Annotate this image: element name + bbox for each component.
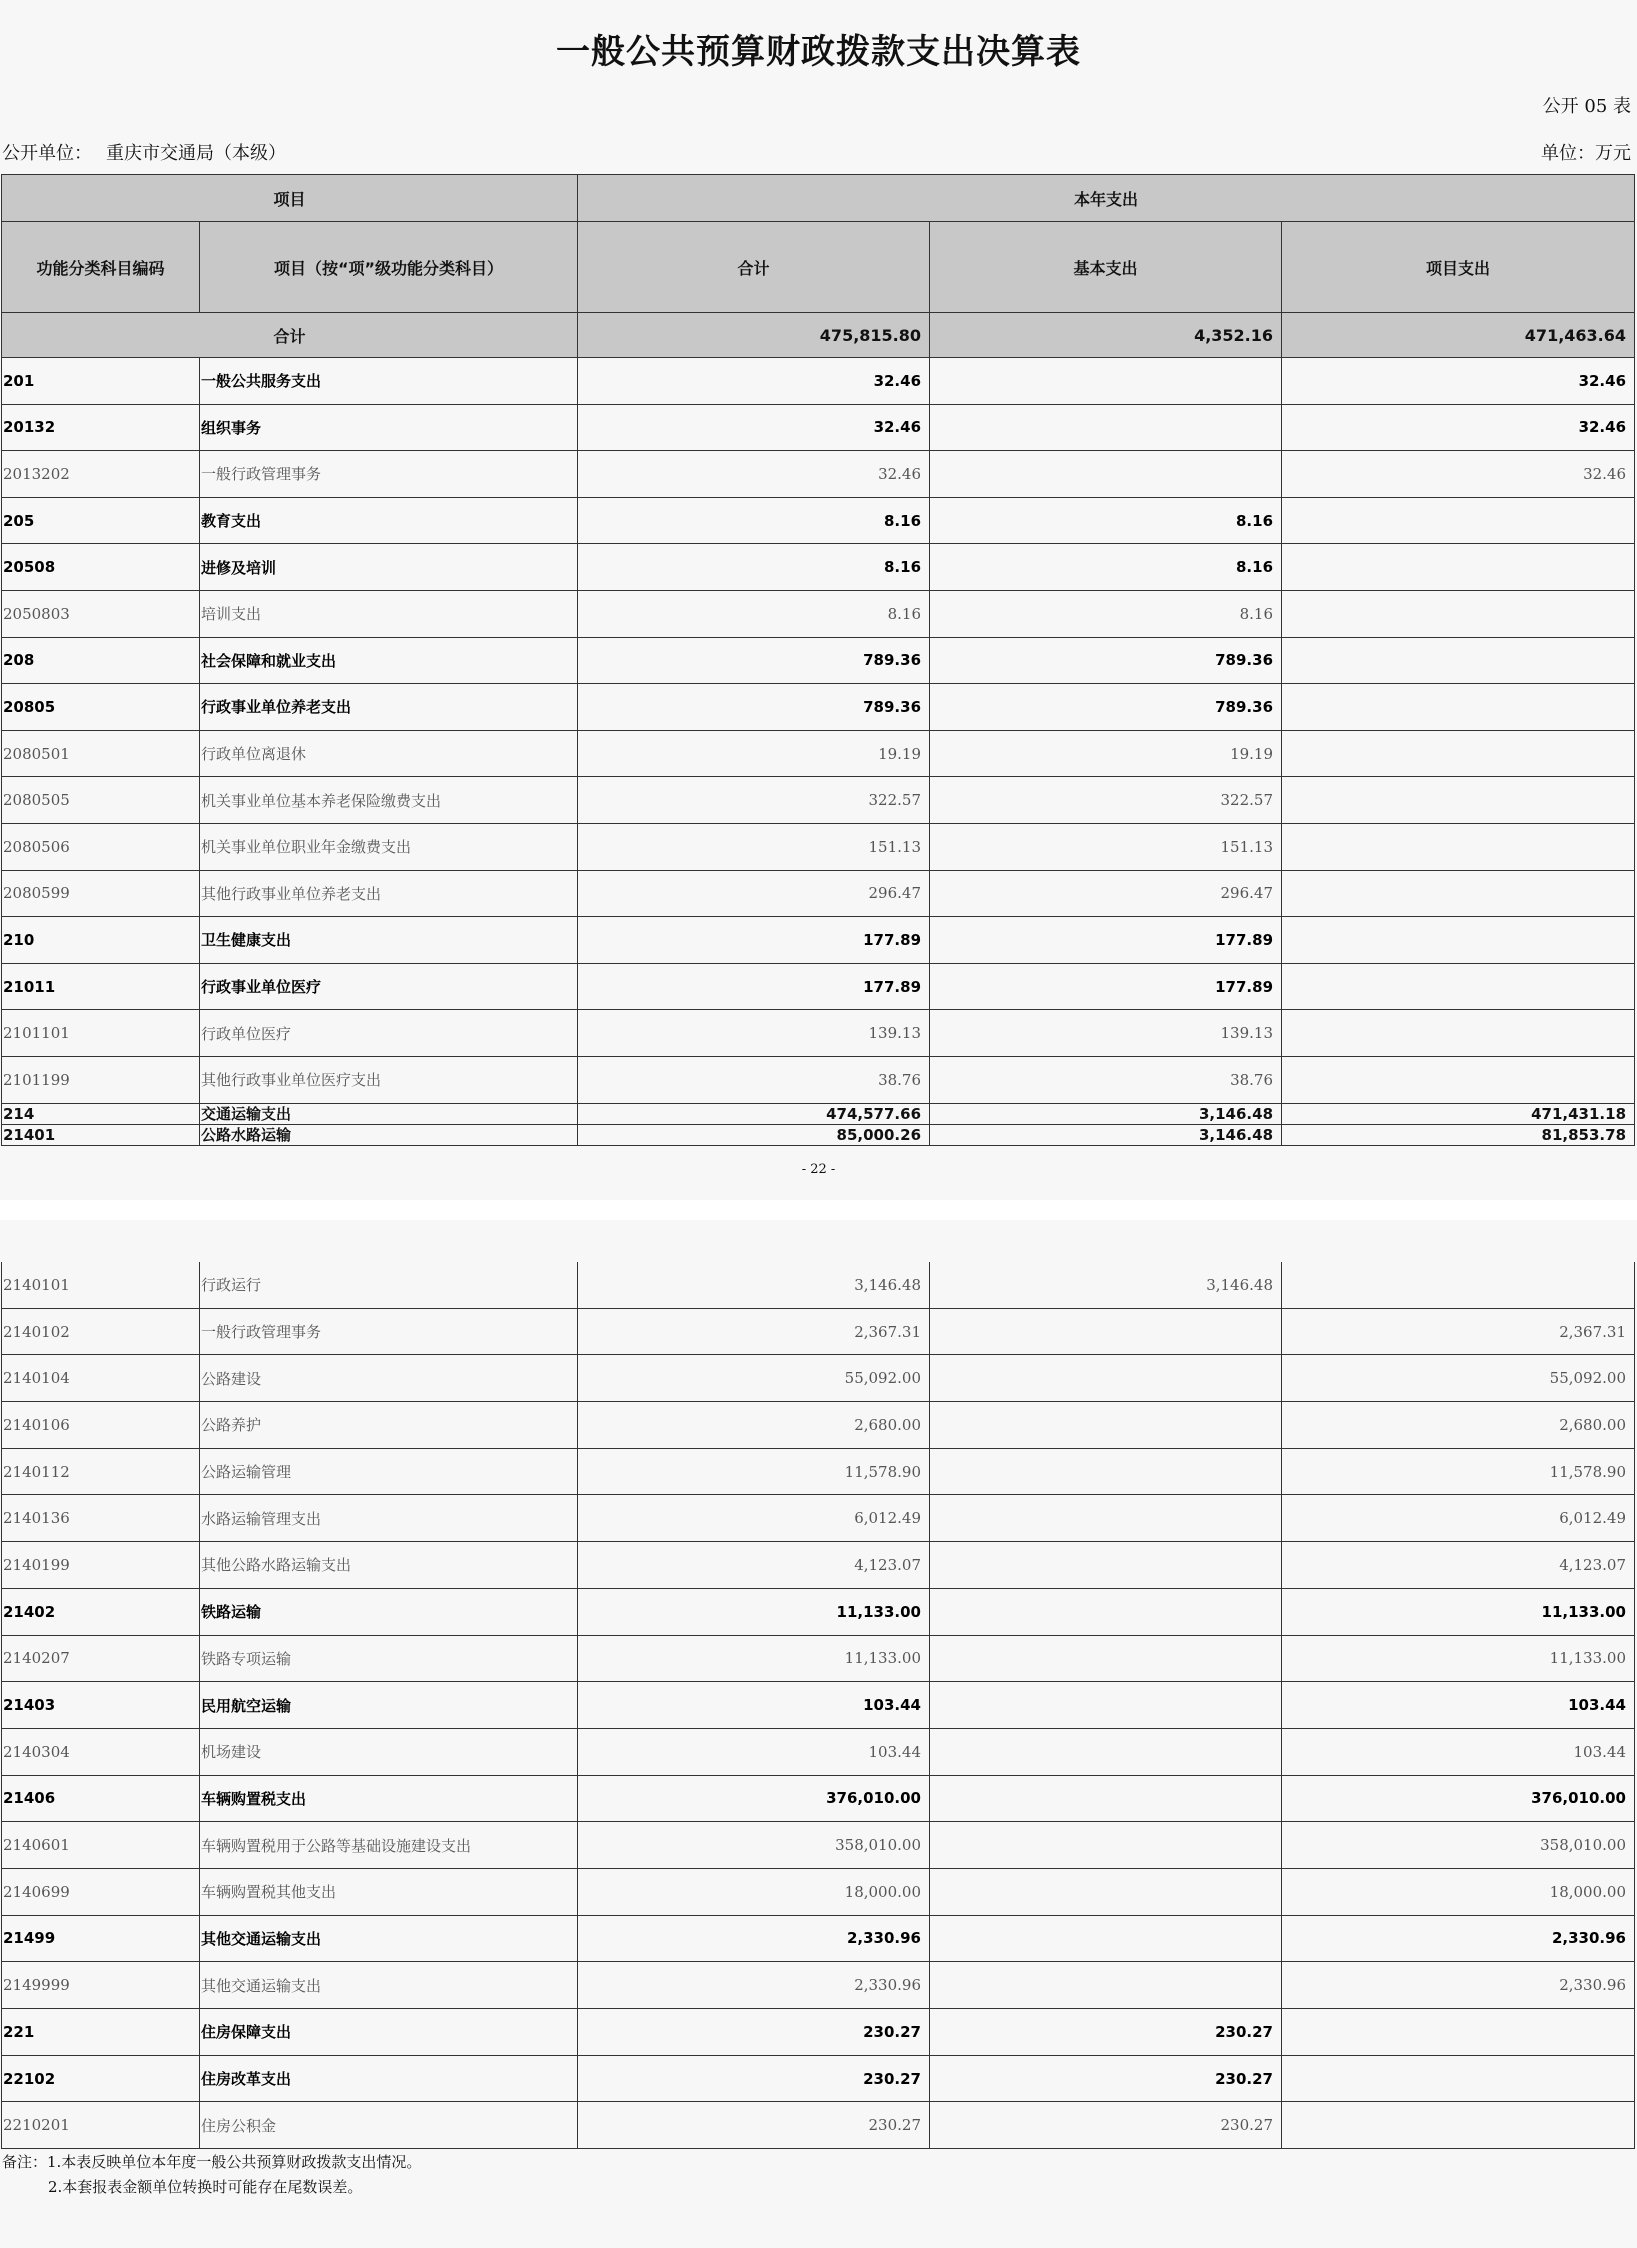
name-cell: 行政单位医疗 <box>200 1010 578 1057</box>
name-cell: 民用航空运输 <box>200 1682 578 1729</box>
name-cell: 一般行政管理事务 <box>200 451 578 498</box>
table-row <box>2 1962 1635 2009</box>
name-cell: 其他交通运输支出 <box>200 1915 578 1962</box>
name-cell: 其他公路水路运输支出 <box>200 1542 578 1589</box>
name-cell: 一般公共服务支出 <box>200 358 578 405</box>
note-1: 备注：1.本表反映单位本年度一般公共预算财政拨款支出情况。 <box>2 2153 422 2171</box>
project-cell: 18,000.00 <box>1282 1868 1635 1915</box>
project-cell: 103.44 <box>1282 1682 1635 1729</box>
total-cell: 322.57 <box>578 777 930 824</box>
code-cell: 2140199 <box>2 1542 200 1589</box>
notes <box>2 2150 421 2200</box>
basic-cell <box>930 1635 1282 1682</box>
basic-cell: 8.16 <box>930 590 1282 637</box>
name-cell: 教育支出 <box>200 497 578 544</box>
table-row <box>2 1682 1635 1729</box>
total-cell: 6,012.49 <box>578 1495 930 1542</box>
name-cell: 机关事业单位职业年金缴费支出 <box>200 823 578 870</box>
total-basic: 4,352.16 <box>930 313 1282 358</box>
name-header: 项目（按“项”级功能分类科目） <box>200 222 578 313</box>
total-cell: 11,133.00 <box>578 1588 930 1635</box>
basic-cell: 139.13 <box>930 1010 1282 1057</box>
name-cell: 车辆购置税用于公路等基础设施建设支出 <box>200 1822 578 1869</box>
basic-cell <box>930 1822 1282 1869</box>
total-cell: 32.46 <box>578 451 930 498</box>
project-cell: 55,092.00 <box>1282 1355 1635 1402</box>
code-cell: 2140207 <box>2 1635 200 1682</box>
name-cell: 住房改革支出 <box>200 2055 578 2102</box>
expenditure-table-page-1 <box>1 174 1635 1146</box>
project-cell: 81,853.78 <box>1282 1124 1635 1145</box>
basic-cell: 789.36 <box>930 637 1282 684</box>
code-cell: 20508 <box>2 544 200 591</box>
table-row <box>2 404 1635 451</box>
code-cell: 221 <box>2 2009 200 2056</box>
basic-cell: 230.27 <box>930 2009 1282 2056</box>
total-cell: 32.46 <box>578 404 930 451</box>
project-cell <box>1282 2102 1635 2149</box>
total-cell: 376,010.00 <box>578 1775 930 1822</box>
table-row <box>2 684 1635 731</box>
basic-cell <box>930 1962 1282 2009</box>
code-cell: 2080501 <box>2 730 200 777</box>
total-cell: 2,330.96 <box>578 1915 930 1962</box>
total-project: 471,463.64 <box>1282 313 1635 358</box>
code-cell: 2050803 <box>2 590 200 637</box>
name-cell: 卫生健康支出 <box>200 917 578 964</box>
currency-unit: 单位：万元 <box>1541 143 1631 164</box>
code-cell: 20805 <box>2 684 200 731</box>
project-cell <box>1282 1056 1635 1103</box>
project-header: 项目 <box>2 175 578 222</box>
table-row <box>2 963 1635 1010</box>
project-cell: 6,012.49 <box>1282 1495 1635 1542</box>
total-cell: 38.76 <box>578 1056 930 1103</box>
project-cell: 32.46 <box>1282 404 1635 451</box>
basic-cell: 8.16 <box>930 497 1282 544</box>
name-cell: 其他行政事业单位医疗支出 <box>200 1056 578 1103</box>
total-cell: 230.27 <box>578 2055 930 2102</box>
code-cell: 2080505 <box>2 777 200 824</box>
code-cell: 208 <box>2 637 200 684</box>
project-cell: 2,330.96 <box>1282 1915 1635 1962</box>
project-cell: 376,010.00 <box>1282 1775 1635 1822</box>
total-cell: 789.36 <box>578 637 930 684</box>
page-1-continued-rows <box>2 1103 1635 1145</box>
basic-cell <box>930 358 1282 405</box>
project-cell <box>1282 963 1635 1010</box>
table-row <box>2 2102 1635 2149</box>
table-row <box>2 358 1635 405</box>
note-2: 2.本套报表金额单位转换时可能存在尾数误差。 <box>48 2178 363 2196</box>
code-cell: 20132 <box>2 404 200 451</box>
total-cell: 103.44 <box>578 1728 930 1775</box>
code-cell: 214 <box>2 1103 200 1124</box>
project-cell: 2,680.00 <box>1282 1402 1635 1449</box>
page-number: - 22 - <box>801 1162 836 1177</box>
basic-cell: 8.16 <box>930 544 1282 591</box>
table-row <box>2 637 1635 684</box>
code-cell: 21402 <box>2 1588 200 1635</box>
project-cell <box>1282 544 1635 591</box>
code-cell: 2140101 <box>2 1262 200 1308</box>
basic-cell <box>930 1588 1282 1635</box>
name-cell: 机关事业单位基本养老保险缴费支出 <box>200 777 578 824</box>
code-cell: 2149999 <box>2 1962 200 2009</box>
name-cell: 水路运输管理支出 <box>200 1495 578 1542</box>
total-cell: 230.27 <box>578 2102 930 2149</box>
code-cell: 2013202 <box>2 451 200 498</box>
header-row-2 <box>2 222 1635 313</box>
name-cell: 住房保障支出 <box>200 2009 578 2056</box>
total-cell: 789.36 <box>578 684 930 731</box>
total-cell: 18,000.00 <box>578 1868 930 1915</box>
project-cell <box>1282 590 1635 637</box>
name-cell: 社会保障和就业支出 <box>200 637 578 684</box>
table-row <box>2 1495 1635 1542</box>
basic-cell: 3,146.48 <box>930 1103 1282 1124</box>
code-cell: 2140104 <box>2 1355 200 1402</box>
project-cell <box>1282 823 1635 870</box>
name-cell: 公路运输管理 <box>200 1448 578 1495</box>
total-cell: 2,680.00 <box>578 1402 930 1449</box>
table-row <box>2 1915 1635 1962</box>
project-exp-header: 项目支出 <box>1282 222 1635 313</box>
name-cell: 交通运输支出 <box>200 1103 578 1124</box>
name-cell: 住房公积金 <box>200 2102 578 2149</box>
project-cell: 2,367.31 <box>1282 1308 1635 1355</box>
table-row <box>2 497 1635 544</box>
project-cell: 2,330.96 <box>1282 1962 1635 2009</box>
page-2-rows <box>2 1262 1635 2149</box>
unit-label: 公开单位： <box>2 143 92 164</box>
project-cell <box>1282 1262 1635 1308</box>
table-row <box>2 1588 1635 1635</box>
total-cell: 296.47 <box>578 870 930 917</box>
basic-cell: 322.57 <box>930 777 1282 824</box>
code-cell: 2101199 <box>2 1056 200 1103</box>
code-cell: 2080599 <box>2 870 200 917</box>
project-cell: 11,133.00 <box>1282 1635 1635 1682</box>
project-cell: 4,123.07 <box>1282 1542 1635 1589</box>
code-cell: 22102 <box>2 2055 200 2102</box>
basic-cell <box>930 1915 1282 1962</box>
project-cell <box>1282 684 1635 731</box>
project-cell <box>1282 777 1635 824</box>
basic-cell <box>930 451 1282 498</box>
project-cell: 11,578.90 <box>1282 1448 1635 1495</box>
code-cell: 21403 <box>2 1682 200 1729</box>
total-amount: 475,815.80 <box>578 313 930 358</box>
total-cell: 4,123.07 <box>578 1542 930 1589</box>
basic-cell <box>930 1308 1282 1355</box>
table-row <box>2 917 1635 964</box>
basic-cell <box>930 404 1282 451</box>
code-cell: 2101101 <box>2 1010 200 1057</box>
code-cell: 2210201 <box>2 2102 200 2149</box>
total-cell: 19.19 <box>578 730 930 777</box>
total-cell: 2,367.31 <box>578 1308 930 1355</box>
total-cell: 3,146.48 <box>578 1262 930 1308</box>
basic-cell: 3,146.48 <box>930 1262 1282 1308</box>
table-row <box>2 544 1635 591</box>
table-row <box>2 1775 1635 1822</box>
total-cell: 8.16 <box>578 544 930 591</box>
basic-cell <box>930 1775 1282 1822</box>
basic-cell: 38.76 <box>930 1056 1282 1103</box>
project-cell <box>1282 2009 1635 2056</box>
name-cell: 车辆购置税支出 <box>200 1775 578 1822</box>
total-row <box>2 313 1635 358</box>
code-cell: 2140699 <box>2 1868 200 1915</box>
expenditure-table-page-2 <box>1 1262 1635 2149</box>
total-cell: 230.27 <box>578 2009 930 2056</box>
name-cell: 公路水路运输 <box>200 1124 578 1145</box>
total-cell: 177.89 <box>578 963 930 1010</box>
table-row <box>2 1355 1635 1402</box>
code-cell: 2140304 <box>2 1728 200 1775</box>
project-cell <box>1282 497 1635 544</box>
basic-cell: 296.47 <box>930 870 1282 917</box>
basic-cell <box>930 1495 1282 1542</box>
code-cell: 2140106 <box>2 1402 200 1449</box>
project-cell <box>1282 1010 1635 1057</box>
basic-header: 基本支出 <box>930 222 1282 313</box>
table-row <box>2 823 1635 870</box>
code-cell: 2140136 <box>2 1495 200 1542</box>
name-cell: 行政运行 <box>200 1262 578 1308</box>
table-row <box>2 451 1635 498</box>
table-row <box>2 2055 1635 2102</box>
total-cell: 2,330.96 <box>578 1962 930 2009</box>
code-header: 功能分类科目编码 <box>2 222 200 313</box>
page-gap <box>0 1200 1637 1220</box>
table-row <box>2 2009 1635 2056</box>
name-cell: 机场建设 <box>200 1728 578 1775</box>
code-cell: 21401 <box>2 1124 200 1145</box>
total-cell: 8.16 <box>578 497 930 544</box>
table-row <box>2 1262 1635 1308</box>
basic-cell: 177.89 <box>930 917 1282 964</box>
project-cell <box>1282 2055 1635 2102</box>
name-cell: 公路建设 <box>200 1355 578 1402</box>
code-cell: 210 <box>2 917 200 964</box>
name-cell: 行政单位离退休 <box>200 730 578 777</box>
code-cell: 201 <box>2 358 200 405</box>
basic-cell: 151.13 <box>930 823 1282 870</box>
project-cell: 11,133.00 <box>1282 1588 1635 1635</box>
code-cell: 2140601 <box>2 1822 200 1869</box>
total-label: 合计 <box>2 313 578 358</box>
reporting-unit <box>2 139 286 165</box>
total-cell: 177.89 <box>578 917 930 964</box>
code-cell: 2080506 <box>2 823 200 870</box>
header-row-1 <box>2 175 1635 222</box>
table-row <box>2 1056 1635 1103</box>
table-row <box>2 1448 1635 1495</box>
name-cell: 行政事业单位养老支出 <box>200 684 578 731</box>
name-cell: 进修及培训 <box>200 544 578 591</box>
basic-cell <box>930 1542 1282 1589</box>
basic-cell <box>930 1448 1282 1495</box>
name-cell: 车辆购置税其他支出 <box>200 1868 578 1915</box>
code-cell: 205 <box>2 497 200 544</box>
project-cell <box>1282 917 1635 964</box>
basic-cell: 19.19 <box>930 730 1282 777</box>
table-row <box>2 1822 1635 1869</box>
unit-name: 重庆市交通局（本级） <box>106 143 286 164</box>
name-cell: 一般行政管理事务 <box>200 1308 578 1355</box>
name-cell: 组织事务 <box>200 404 578 451</box>
name-cell: 其他行政事业单位养老支出 <box>200 870 578 917</box>
total-cell: 358,010.00 <box>578 1822 930 1869</box>
form-number: 公开 05 表 <box>1542 96 1631 117</box>
name-cell: 铁路运输 <box>200 1588 578 1635</box>
project-cell <box>1282 730 1635 777</box>
table-row <box>2 730 1635 777</box>
basic-cell: 230.27 <box>930 2102 1282 2149</box>
table-row <box>2 1402 1635 1449</box>
total-cell: 32.46 <box>578 358 930 405</box>
table-row <box>2 870 1635 917</box>
name-cell: 其他交通运输支出 <box>200 1962 578 2009</box>
total-cell: 474,577.66 <box>578 1103 930 1124</box>
total-cell: 151.13 <box>578 823 930 870</box>
total-cell: 8.16 <box>578 590 930 637</box>
table-row <box>2 1103 1635 1124</box>
code-cell: 2140112 <box>2 1448 200 1495</box>
project-cell: 358,010.00 <box>1282 1822 1635 1869</box>
table-row <box>2 777 1635 824</box>
total-cell: 139.13 <box>578 1010 930 1057</box>
total-cell: 103.44 <box>578 1682 930 1729</box>
name-cell: 培训支出 <box>200 590 578 637</box>
project-cell: 32.46 <box>1282 358 1635 405</box>
page-1-rows <box>2 358 1635 1104</box>
table-row <box>2 1635 1635 1682</box>
project-cell <box>1282 870 1635 917</box>
total-cell: 11,578.90 <box>578 1448 930 1495</box>
project-cell: 103.44 <box>1282 1728 1635 1775</box>
project-cell: 471,431.18 <box>1282 1103 1635 1124</box>
project-cell: 32.46 <box>1282 451 1635 498</box>
total-cell: 11,133.00 <box>578 1635 930 1682</box>
project-cell <box>1282 637 1635 684</box>
code-cell: 2140102 <box>2 1308 200 1355</box>
basic-cell <box>930 1682 1282 1729</box>
basic-cell: 177.89 <box>930 963 1282 1010</box>
code-cell: 21499 <box>2 1915 200 1962</box>
table-row <box>2 1868 1635 1915</box>
current-year-header: 本年支出 <box>578 175 1635 222</box>
name-cell: 铁路专项运输 <box>200 1635 578 1682</box>
table-row <box>2 590 1635 637</box>
basic-cell: 3,146.48 <box>930 1124 1282 1145</box>
basic-cell <box>930 1402 1282 1449</box>
page-title: 一般公共预算财政拨款支出决算表 <box>556 32 1081 72</box>
basic-cell: 789.36 <box>930 684 1282 731</box>
table-row <box>2 1542 1635 1589</box>
table-row <box>2 1728 1635 1775</box>
basic-cell <box>930 1355 1282 1402</box>
table-row <box>2 1010 1635 1057</box>
code-cell: 21406 <box>2 1775 200 1822</box>
basic-cell <box>930 1868 1282 1915</box>
total-cell: 85,000.26 <box>578 1124 930 1145</box>
name-cell: 公路养护 <box>200 1402 578 1449</box>
table-row <box>2 1308 1635 1355</box>
total-cell: 55,092.00 <box>578 1355 930 1402</box>
total-header: 合计 <box>578 222 930 313</box>
basic-cell: 230.27 <box>930 2055 1282 2102</box>
table-row <box>2 1124 1635 1145</box>
name-cell: 行政事业单位医疗 <box>200 963 578 1010</box>
basic-cell <box>930 1728 1282 1775</box>
code-cell: 21011 <box>2 963 200 1010</box>
